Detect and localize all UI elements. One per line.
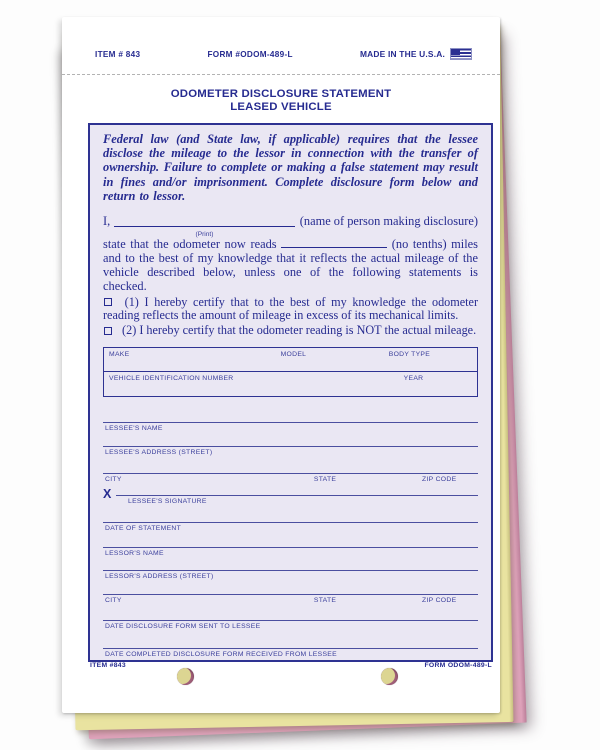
punch-hole-right [381,668,398,685]
table-row [104,348,477,372]
certification-checkbox-2[interactable] [104,327,112,335]
date-of-statement-label: DATE OF STATEMENT [105,525,182,533]
certification-number-2: (2) [122,323,137,338]
certification-item-2 [103,324,478,337]
footer-form-number: FORM ODOM-489-L [424,662,492,669]
date-sent-label: DATE DISCLOSURE FORM SENT TO LESSEE [105,623,261,631]
lessee-city-labels [103,474,478,484]
punch-hole-left [177,668,194,685]
declarant-suffix: (name of person making disclosure) [299,214,478,229]
certification-text-1: I hereby certify that to the best of my knowledge the odometer reading reflects the amount of mileage in excess of its mechanical limits. [103,294,479,323]
declarant-name-row [103,213,478,239]
certification-number-1: (1) [124,294,139,309]
date-sent-field [103,620,478,648]
date-of-statement-field [103,522,478,547]
certification-text-2: I hereby certify that the odometer reading is NOT the actual mileage. [139,323,477,338]
city-label: CITY [105,476,122,484]
lessee-signature-label: LESSEE'S SIGNATURE [128,498,207,506]
zip-code-label: ZIP CODE [422,476,457,484]
date-received-label: DATE COMPLETED DISCLOSURE FORM RECEIVED FROM LESSEE [105,651,337,659]
table-row [104,372,477,396]
form-body-panel [88,123,493,662]
date-received-field [103,648,478,662]
made-in-usa-text: MADE IN THE U.S.A. [359,49,445,59]
lessor-address-field [103,570,478,594]
form-header [62,48,500,60]
year-field-label: YEAR [403,374,424,382]
declarant-name-line[interactable] [114,226,295,239]
odometer-reading-line[interactable] [281,245,387,248]
certification-checkbox-1[interactable] [104,298,112,306]
lessor-city-state-zip-field [103,594,478,620]
legal-notice: Federal law (and State law, if applicable) requires that the lessee disclose the mileage to the lessor in connection with the transfer of ownership. Failure to complete or making a false statement may result in fines and/or imprisonment. Complete disclosure form below and return to lessor. [103,132,478,203]
state-label: STATE [313,597,337,605]
lessor-name-label: LESSOR'S NAME [105,550,164,558]
city-label: CITY [105,597,122,605]
lessor-name-field [103,547,478,570]
odometer-statement [103,238,478,294]
form-title [62,88,500,113]
fill-in-fields [103,422,478,662]
odometer-statement-prefix: state that the odometer now reads [103,237,277,252]
odometer-statement-suffix: (no tenths) miles and to the best of my knowledge that it reflects the actual mileage of the vehicle described below, unless one of the following statements is checked. [103,237,478,293]
lessee-city-state-zip-field [103,473,478,495]
made-in-usa-label [360,48,472,60]
body-type-field-label: BODY TYPE [388,350,431,358]
form-title-line2: LEASED VEHICLE [230,100,332,113]
us-flag-icon [450,48,472,60]
lessee-signature-field [103,486,478,522]
vin-field-label: VEHICLE IDENTIFICATION NUMBER [109,374,234,382]
lessee-name-field [103,422,478,446]
certification-item-1 [103,296,478,323]
form-footer [62,662,500,669]
declarant-prefix: I, [103,214,111,229]
signature-x-mark: X [103,486,112,501]
form-title-line1: ODOMETER DISCLOSURE STATEMENT [170,88,392,100]
form-sheet [62,17,500,713]
lessor-city-labels [103,595,478,605]
state-label: STATE [313,476,337,484]
model-field-label: MODEL [280,350,307,358]
lessee-address-field [103,446,478,473]
zip-code-label: ZIP CODE [422,597,457,605]
make-field-label: MAKE [109,350,130,358]
perforation-line [62,74,500,75]
header-form-number: FORM #ODOM-489-L [207,49,293,59]
lessee-address-label: LESSEE'S ADDRESS (STREET) [105,449,213,457]
vehicle-info-table [103,347,478,397]
print-hint: (Print) [195,231,214,239]
footer-item-number: ITEM #843 [90,662,126,669]
lessee-name-label: LESSEE'S NAME [105,425,163,433]
lessor-address-label: LESSOR'S ADDRESS (STREET) [105,573,214,581]
header-item-number: ITEM # 843 [95,49,141,59]
